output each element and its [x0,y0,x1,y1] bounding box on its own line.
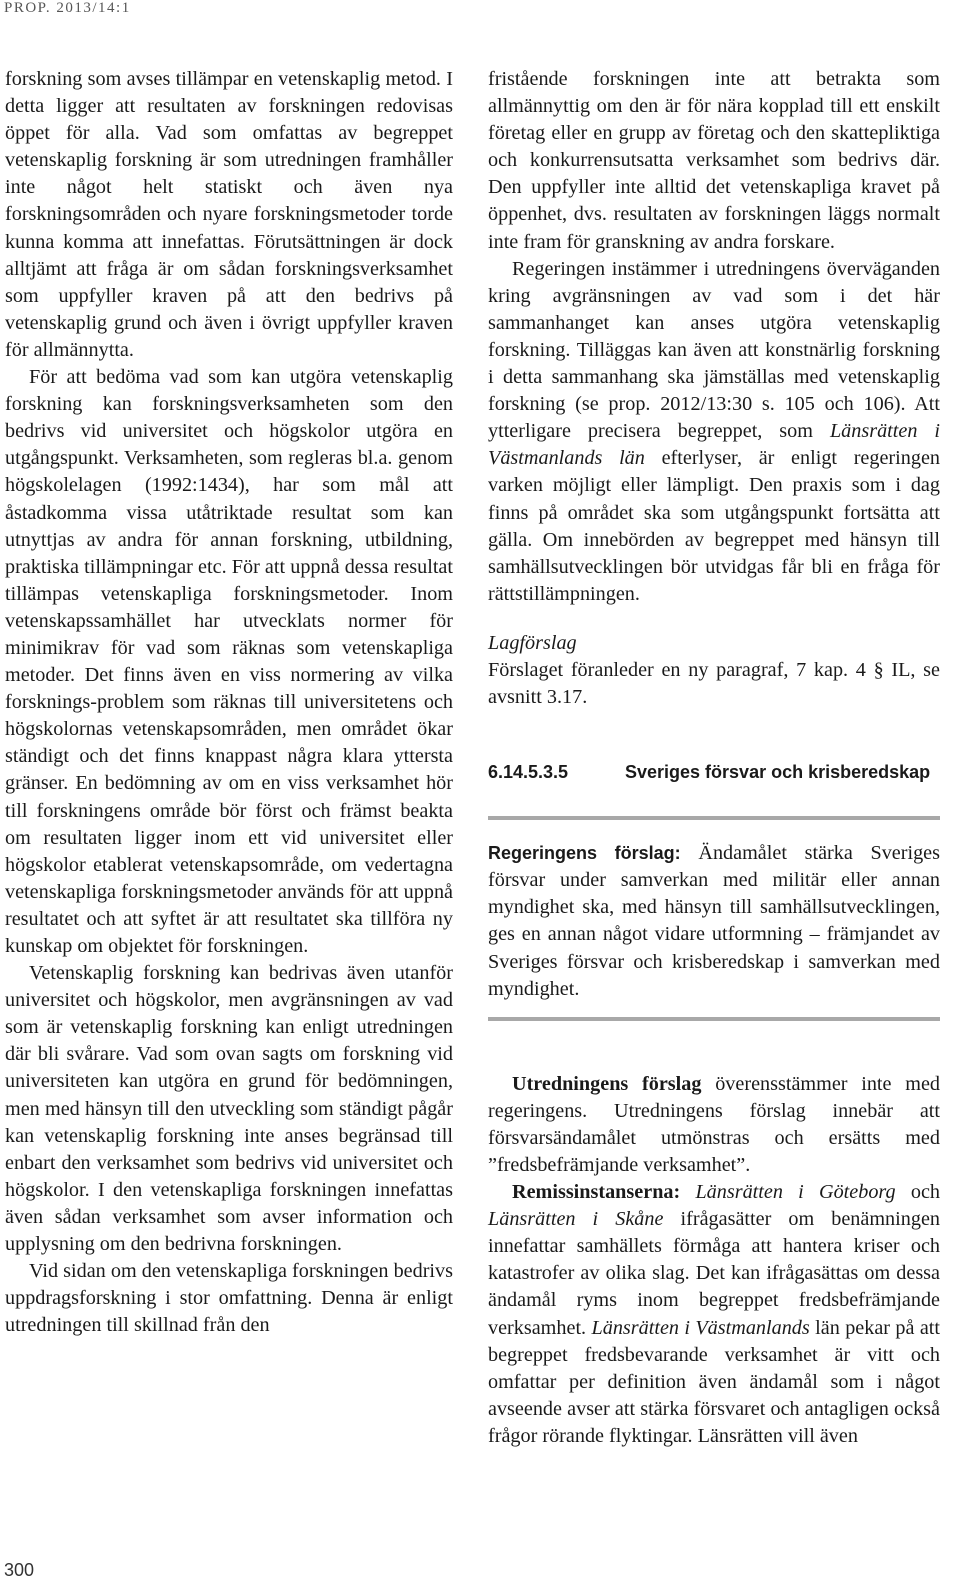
lagforslag-title: Lagförslag [488,631,577,654]
left-paragraph-4: Vid sidan om den vetenskapliga forskningen bedrivs uppdragsforskning i stor omfattning. Denna är enligt utredningen till skillnad från den [5,1260,453,1337]
right-paragraph-1: fristående forskningen inte att betrakta som allmännyttig om den är för nära kopplad till ett enskilt företag eller en grupp av företag och den skattepliktiga och konkurrensutsatta verksamhet som bedrivs där. Den uppfyller inte alltid det vetenskapliga kravet på öppenhet, dvs. resultaten av forskningen läggs normalt inte fram för granskning av andra forskare. [488,68,940,253]
utredningens-forslag: Utredningens förslag överensstämmer inte med regeringens. Utredningens förslag innebär att försvarsändamålet utmönstras och ersätts med ”fredsbefrämjande verksamhet”. [488,1072,941,1176]
running-header: PROP. 2013/14:1 [4,0,131,16]
left-column [5,66,453,1339]
right-column [488,66,940,1450]
page-number: 300 [4,1560,35,1580]
section-title: Sveriges försvar och krisberedskap [625,762,931,783]
section-heading [488,759,940,786]
section-number: 6.14.5.3.5 [488,762,569,783]
remissinstanserna: Remissinstanserna: Länsrätten i Göteborg och Länsrätten i Skåne ifrågasätter om benämningen innefattar samhällets förmåga att hantera kriser och katastrofer av olika slag. Det kan ifrågasättas om dessa ändamål ryms inom begreppet fredsbefrämjande verksamhet. Länsrätten i Västmanlands län pekar på att begreppet fredsbevarande verksamhet är vitt och omfattar per definition även ändamål som i något avseende avser att stärka försvaret och antagligen också frågor rörande flyktingar. Länsrätten vill även [488,1181,941,1447]
proposal-lead: Regeringens förslag: [488,843,681,864]
proposal-text: Regeringens förslag: Ändamålet stärka Sveriges försvar under samverkan med militär eller annan myndighet ska, med hänsyn till samhällsutvecklingen, ges en annan något vidare utformning – främjandet av Sveriges försvar och krisberedskap i samverkan med myndighet. [488,842,941,1000]
right-paragraph-2: Regeringen instämmer i utredningens överväganden kring avgränsningen av vad som i det här sammanhanget kan anses utgöra vetenskaplig forskning. Tilläggas kan även att konstnärlig forskning i detta sammanhang ska jämställas med vetenskaplig forskning (se prop. 2012/13:30 s. 105 och 106). Att ytterligare precisera begreppet, som Länsrätten i Västmanlands län efterlyser, är enligt regeringen varken möjligt eller lämpligt. Den praxis som i dag finns på området ska som utgångspunkt fortsätta att gälla. Om innebörden av begreppet med hänsyn till samhällsutvecklingen bör utvidgas får bli en fråga för rättstillämpningen. [488,257,941,605]
court-name-italic: Länsrätten i Västmanlands län [488,420,940,470]
proposal-box-bottom-rule [488,1017,940,1021]
left-paragraph-3: Vetenskaplig forskning kan bedrivas även utanför universitet och högskolor, men avgränsningen av vad som är vetenskaplig forskning kan enligt utredningen där bli svårare. Vad som ovan sagts om forskning vid universiteten kan utgöra en grund för bedömningen, men med hänsyn till den utveckling som ständigt pågår kan vetenskaplig forskning inte anses begränsad till enbart den verksamhet som bedrivs vid universitet och högskolor. I den vetenskapliga forskningen innefattas även sådan verksamhet som avser information och upplysning om den bedrivna forskningen. [5,962,453,1256]
left-paragraph-2: För att bedöma vad som kan utgöra vetenskaplig forskning kan forskningsverksamheten som den bedrivs vid universitet och högskolor utgöra en utgångspunkt. Verksamheten, som regleras bl.a. genom högskolelagen (1992:1434), har som mål att åstadkomma vissa utåtriktade resultat som kan utnyttjas av andra för annan forskning, utbildning, praktiska tillämpningar etc. För att uppnå dessa resultat tillämpas vetenskapliga forskningsmetoder. Inom vetenskapssamhället har utvecklats normer för minimikrav för vad som räknas som vetenskapliga metoder. Det finns även en viss normering av vilka forsknings-problem som räknas till universitetens och högskolornas vetenskapsområden, men området ökar ständigt och det finns knappast några klara yttersta gränser. En bedömning av om en viss verksamhet hör till forskningens område bör först och främst beakta om resultaten ligger inom ett vid universitet eller högskolor etablerat vetenskapsområde, om vedertagna vetenskapliga forskningsmetoder används för att uppnå resultatet och att syftet är att resultatet ska tillföra ny kunskap om objektet för forskningen. [5,366,453,957]
proposal-box [488,820,940,1017]
left-paragraph-1: forskning som avses tillämpar en vetenskaplig metod. I detta ligger att resultaten av forskningen redovisas öppet för alla. Vad som omfattas av begreppet vetenskaplig forskning är som utredningen framhåller inte något helt statiskt och även nya forskningsområden och nyare forskningsmetoder torde kunna komma att innefattas. Förutsättningen är dock alltjämt att fråga är om sådan forskningsverksamhet som uppfyller kraven på att den bedrivs på vetenskaplig grund och även i övrigt uppfyller kraven för allmännytta. [5,68,453,361]
lagforslag-text: Förslaget föranleder en ny paragraf, 7 kap. 4 § IL, se avsnitt 3.17. [488,658,940,709]
